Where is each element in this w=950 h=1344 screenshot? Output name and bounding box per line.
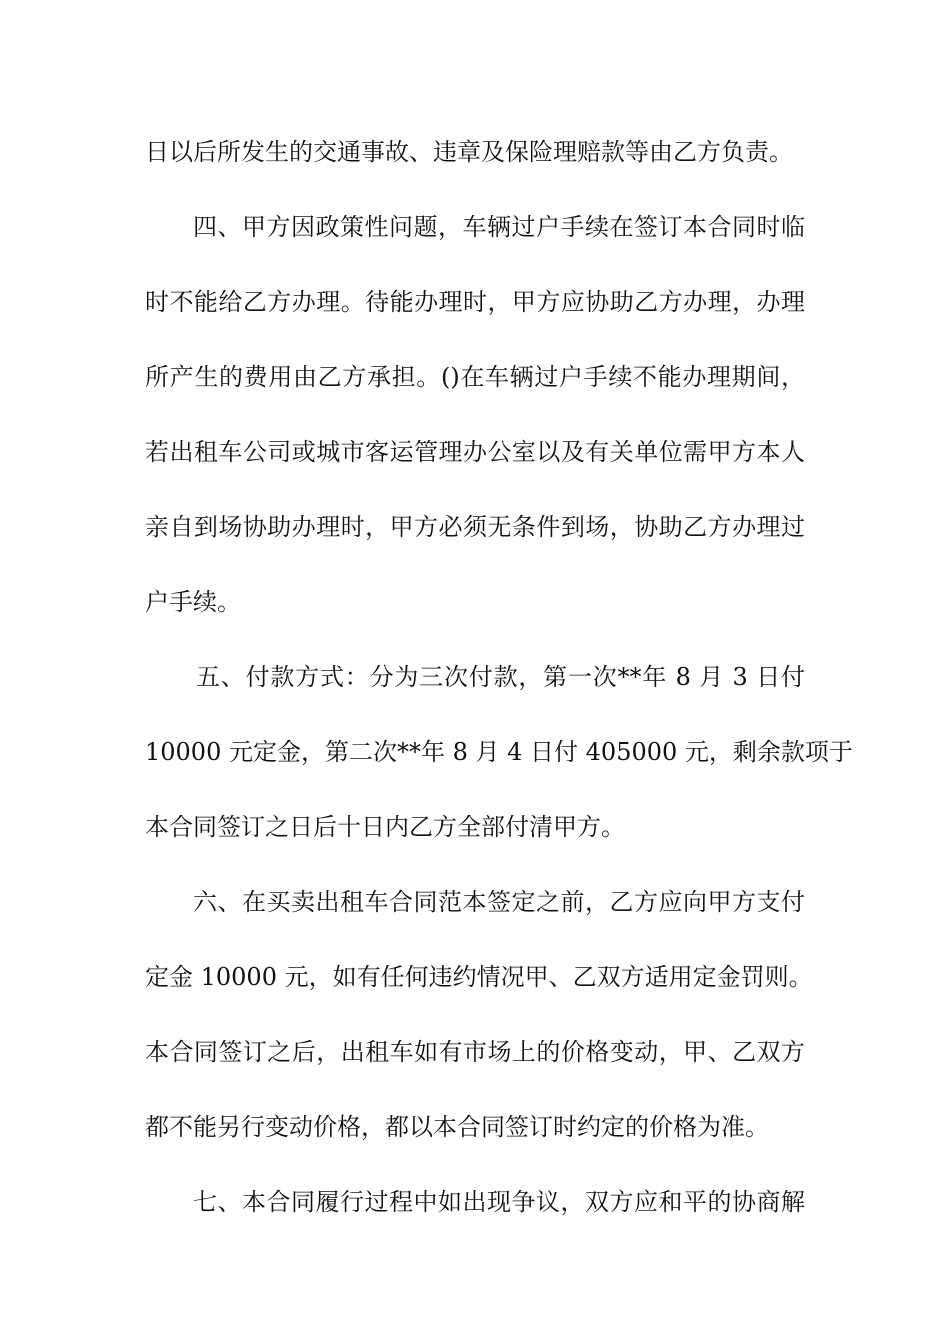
- paragraph-six-first-line: 六、在买卖出租车合同范本签定之前，乙方应向甲方支付: [193, 888, 805, 916]
- text-line: 亲自到场协助办理时，甲方必须无条件到场，协助乙方办理过: [145, 513, 805, 541]
- text-line: 若出租车公司或城市客运管理办公室以及有关单位需甲方本人: [145, 438, 805, 466]
- text-line: 都不能另行变动价格，都以本合同签订时约定的价格为准。: [145, 1113, 769, 1141]
- text-line: 户手续。: [145, 588, 241, 616]
- paragraph-five-first-line: 五、付款方式：分为三次付款，第一次**年 8 月 3 日付: [196, 663, 805, 691]
- text-line: 本合同签订之日后十日内乙方全部付清甲方。: [145, 813, 625, 841]
- paragraph-four-first-line: 四、甲方因政策性问题，车辆过户手续在签订本合同时临: [193, 213, 805, 241]
- text-line: 所产生的费用由乙方承担。()在车辆过户手续不能办理期间，: [145, 363, 805, 391]
- text-line: 时不能给乙方办理。待能办理时，甲方应协助乙方办理，办理: [145, 288, 805, 316]
- paragraph-seven-first-line: 七、本合同履行过程中如出现争议，双方应和平的协商解: [193, 1188, 805, 1216]
- text-line: 日以后所发生的交通事故、违章及保险理赔款等由乙方负责。: [145, 138, 793, 166]
- text-line: 10000 元定金，第二次**年 8 月 4 日付 405000 元，剩余款项于: [145, 738, 853, 766]
- text-line: 本合同签订之后，出租车如有市场上的价格变动，甲、乙双方: [145, 1038, 805, 1066]
- text-line: 定金 10000 元，如有任何违约情况甲、乙双方适用定金罚则。: [145, 963, 813, 991]
